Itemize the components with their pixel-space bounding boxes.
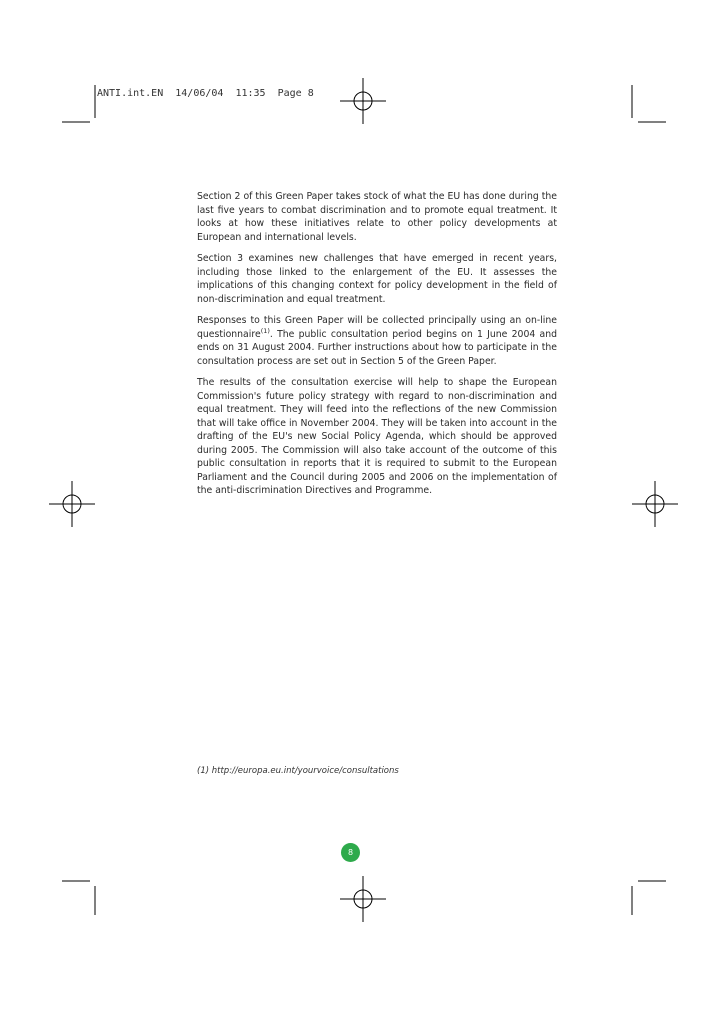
registration-mark-top: [340, 78, 386, 124]
paragraph-1: Section 2 of this Green Paper takes stock of what the EU has done during the last five years to combat discrimination and to promote equal treatment. It looks at how these initiatives relate to other policy developments at European and international levels.: [197, 191, 557, 243]
paragraph-4: The results of the consultation exercise will help to shape the European Commission's future policy strategy with regard to non-discrimination and equal treatment. They will feed into the reflections of the new Commission that will take office in November 2004. They will be taken into account in the drafting of the EU's new Social Policy Agenda, which should be approved during 2005. The Commission will also take account of the outcome of this public consultation in reports that it is required to submit to the European Parliament and the Council during 2005 and 2006 on the implementation of the anti-discrimination Directives and Programme.: [197, 377, 557, 496]
paragraph-2: Section 3 examines new challenges that have emerged in recent years, including those linked to the enlargement of the EU. It assesses the implications of this changing context for policy development in the field of non-discrimination and equal treatment.: [197, 253, 557, 305]
body-text: [197, 190, 557, 506]
footnote-ref: (1): [260, 326, 270, 335]
footnote: (1) http://europa.eu.int/yourvoice/consultations: [197, 766, 399, 776]
print-slug: ANTI.int.EN 14/06/04 11:35 Page 8: [97, 88, 314, 99]
paragraph-3: [197, 314, 557, 368]
registration-mark-left: [49, 481, 95, 527]
paragraph-3-text-after: . The public consultation period begins on 1 June 2004 and ends on 31 August 2004. Further instructions about how to participate in the consultation process are set out in Section 5 of the Green Paper.: [197, 328, 557, 367]
registration-mark-bottom: [340, 876, 386, 922]
page-number-badge: 8: [341, 843, 360, 862]
paragraph-3-text-before: Responses to this Green Paper will be collected principally using an on-line questionnaire: [197, 315, 557, 340]
registration-mark-right: [632, 481, 678, 527]
